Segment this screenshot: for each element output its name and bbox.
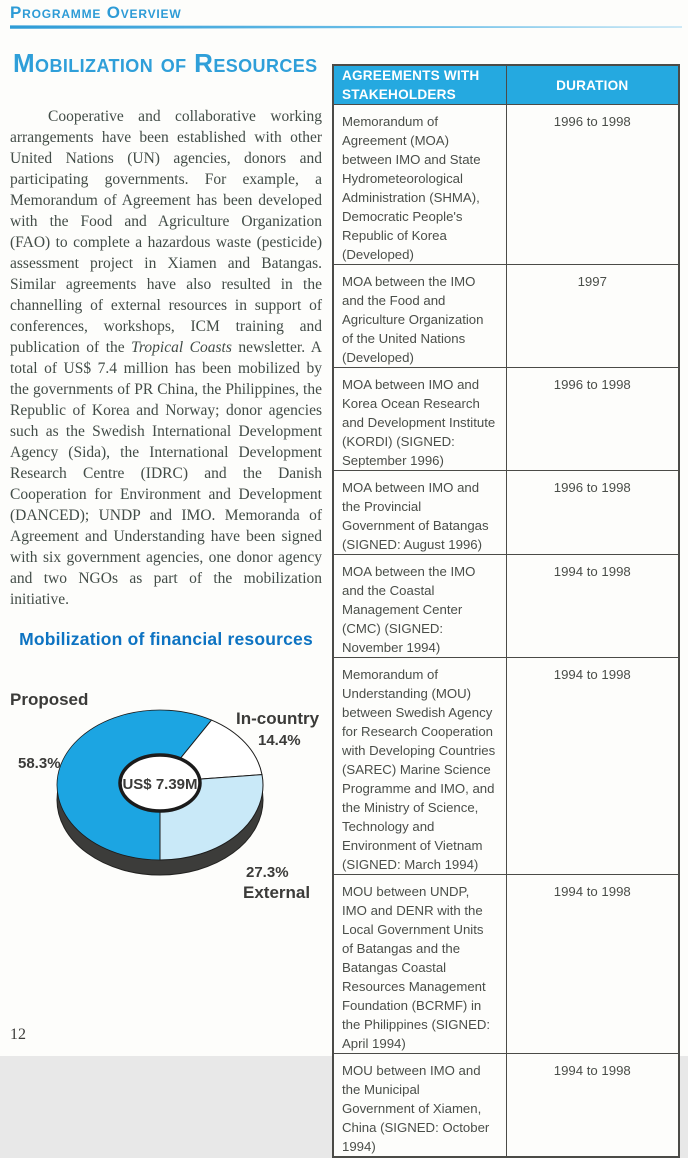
chart-title: Mobilization of financial resources: [19, 629, 313, 649]
agreement-cell: Memorandum of Agreement (MOA) between IMO and State Hydrometeorological Administration (SHMA), Democratic People's Republic of Korea (Developed): [333, 105, 506, 265]
pie-chart: [0, 680, 330, 910]
duration-cell: 1994 to 1998: [506, 658, 679, 875]
body-text-1: Cooperative and collaborative working arrangements have been established with other United Nations (UN) agencies, donors and participating governments. For example, a Memorandum of Agreement has been developed with the Food and Agriculture Organization (FAO) to complete a hazardous waste (pesticide) assessment project in Xiamen and Batangas. Similar agreements have also resulted in the channelling of external resources in support of conferences, workshops, ICM training and publication of the: [10, 108, 322, 356]
duration-cell: 1996 to 1998: [506, 105, 679, 265]
pct-in-country: 14.4%: [258, 732, 301, 749]
table-row: [333, 265, 679, 368]
agreement-cell: MOA between IMO and Korea Ocean Research and Development Institute (KORDI) (SIGNED: September 1996): [333, 368, 506, 471]
pie-center-label: US$ 7.39M: [122, 776, 198, 793]
running-header-title: Programme Overview: [10, 3, 182, 22]
agreement-cell: MOA between the IMO and the Coastal Management Center (CMC) (SIGNED: November 1994): [333, 555, 506, 658]
pie-chart-svg: [0, 680, 330, 910]
duration-cell: 1994 to 1998: [506, 1054, 679, 1158]
duration-cell: 1996 to 1998: [506, 368, 679, 471]
pct-external: 27.3%: [246, 864, 289, 881]
table-row: [333, 1054, 679, 1158]
page-number: 12: [10, 1026, 26, 1043]
column-header-duration: DURATION: [506, 65, 679, 105]
table-row: [333, 658, 679, 875]
duration-cell: 1996 to 1998: [506, 471, 679, 555]
agreement-cell: MOU between IMO and the Municipal Government of Xiamen, China (SIGNED: October 1994): [333, 1054, 506, 1158]
newsletter-name-italic: Tropical Coasts: [131, 339, 232, 356]
duration-cell: 1994 to 1998: [506, 875, 679, 1054]
duration-cell: 1997: [506, 265, 679, 368]
agreement-cell: MOA between the IMO and the Food and Agriculture Organization of the United Nations (Developed): [333, 265, 506, 368]
table-row: [333, 471, 679, 555]
pct-proposed: 58.3%: [18, 755, 61, 772]
label-external: External: [243, 883, 311, 902]
label-proposed: Proposed: [10, 690, 89, 709]
agreements-table: [332, 64, 680, 1158]
body-text-2: newsletter. A total of US$ 7.4 million has been mobilized by the governments of PR China, the Philippines, the Republic of Korea and Norway; donor agencies such as the Swedish International Development Agency (Sida), the International Development Research Centre (IDRC) and the Danish Cooperation for Environment and Development (DANCED); UNDP and IMO. Memoranda of Agreement and Understanding have been signed with six government agencies, one donor agency and two NGOs as part of the mobilization initiative.: [10, 339, 322, 608]
duration-cell: 1994 to 1998: [506, 555, 679, 658]
agreement-cell: MOU between UNDP, IMO and DENR with the Local Government Units of Batangas and the Batangas Coastal Resources Management Foundation (BCRMF) in the Philippines (SIGNED: April 1994): [333, 875, 506, 1054]
label-in-country: In-country: [236, 709, 320, 728]
table-row: [333, 555, 679, 658]
body-paragraph: [10, 106, 322, 610]
agreement-cell: MOA between IMO and the Provincial Government of Batangas (SIGNED: August 1996): [333, 471, 506, 555]
header-rule: [10, 25, 682, 29]
table-row: [333, 875, 679, 1054]
agreement-cell: Memorandum of Understanding (MOU) between Swedish Agency for Research Cooperation with Developing Countries (SAREC) Marine Science Programme and IMO, and the Ministry of Science, Technology and Environment of Vietnam (SIGNED: March 1994): [333, 658, 506, 875]
column-header-agreements: AGREEMENTS WITH STAKEHOLDERS: [333, 65, 506, 105]
table-header-row: [333, 65, 679, 105]
table-row: [333, 368, 679, 471]
table-row: [333, 105, 679, 265]
section-title: Mobilization of Resources: [13, 48, 318, 78]
